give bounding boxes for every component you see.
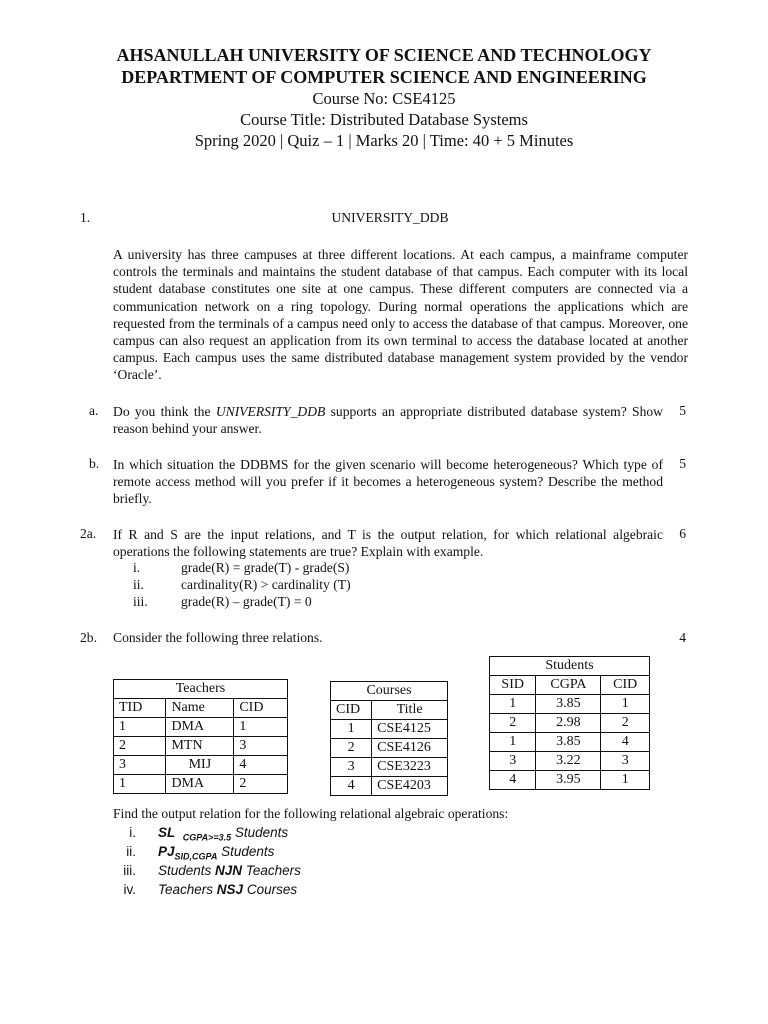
table-cell: 2 xyxy=(490,714,536,733)
table-cell: 3 xyxy=(234,737,288,756)
teachers-caption: Teachers xyxy=(114,680,288,699)
table-header-cell: CID xyxy=(601,676,650,695)
table-cell: 3.22 xyxy=(536,752,601,771)
op-number: iii. xyxy=(123,863,136,878)
q1a-marks: 5 xyxy=(679,403,686,418)
table-header-cell: Name xyxy=(166,699,234,718)
op-number: iv. xyxy=(123,882,136,897)
table-cell: DMA xyxy=(166,775,234,794)
table-cell: CSE3223 xyxy=(372,758,448,777)
table-cell: DMA xyxy=(166,718,234,737)
table-row xyxy=(331,777,448,796)
table-header-cell: Title xyxy=(372,701,448,720)
table-cell: 3 xyxy=(331,758,372,777)
q2a-item-num: i. xyxy=(133,560,141,575)
table-cell: 1 xyxy=(331,720,372,739)
table-cell: 1 xyxy=(490,695,536,714)
table-cell: 1 xyxy=(114,775,166,794)
courses-table xyxy=(330,681,448,796)
teachers-table xyxy=(113,679,288,794)
operation-item: Teachers NSJ Courses xyxy=(158,882,298,897)
q1b-label: b. xyxy=(89,456,100,471)
university-name: AHSANULLAH UNIVERSITY OF SCIENCE AND TECHNOLOGY xyxy=(116,45,652,65)
q1a-label: a. xyxy=(89,403,99,418)
department-name: DEPARTMENT OF COMPUTER SCIENCE AND ENGINEERING xyxy=(121,67,647,87)
table-row xyxy=(114,718,288,737)
q1-paragraph: A university has three campuses at three different locations. At each campus, a mainframe computer controls the terminals and maintains the student database of that campus. Each computer with its local student database constitutes one site at one campus. These different computers are connected via a communication network on a ring topology. During normal operations the applications which are requested from the terminals of a campus need only to access the database of that campus. Moreover, one campus can also request an application from its own terminal to access the database located at another campus. Each campus uses the same distributed database management system provided by the vendor ‘Oracle’. xyxy=(113,247,688,383)
table-header-cell: CID xyxy=(234,699,288,718)
table-row xyxy=(490,771,650,790)
q2a-item-text: grade(R) = grade(T) - grade(S) xyxy=(181,560,350,575)
table-row xyxy=(490,714,650,733)
q2a-text: If R and S are the input relations, and T is the output relation, for which relational algebraic operations the following statements are true? Explain with example. xyxy=(113,527,663,560)
operation-item: $PJ_{SID,CGPA}$ Students xyxy=(158,844,275,862)
q2a-item-text: cardinality(R) > cardinality (T) xyxy=(181,577,351,592)
students-table xyxy=(489,656,650,790)
op-number: ii. xyxy=(126,844,136,859)
table-cell: 4 xyxy=(331,777,372,796)
table-cell: 2 xyxy=(234,775,288,794)
table-cell: 1 xyxy=(234,718,288,737)
table-header-cell: CID xyxy=(331,701,372,720)
table-cell: MIJ xyxy=(166,756,234,775)
table-cell: 3.95 xyxy=(536,771,601,790)
table-row xyxy=(114,775,288,794)
table-cell: 2 xyxy=(331,739,372,758)
q1b-marks: 5 xyxy=(679,456,686,471)
table-cell: 3.85 xyxy=(536,695,601,714)
courses-caption: Courses xyxy=(331,682,448,701)
table-cell: 3 xyxy=(490,752,536,771)
find-instruction: Find the output relation for the following relational algebraic operations: xyxy=(113,806,509,821)
q2b-label: 2b. xyxy=(80,630,97,645)
q2a-item-num: ii. xyxy=(133,577,144,592)
table-row xyxy=(114,756,288,775)
table-cell: 3.85 xyxy=(536,733,601,752)
table-cell: CSE4125 xyxy=(372,720,448,739)
operation-item: Students NJN Teachers xyxy=(158,863,301,878)
table-cell: 1 xyxy=(114,718,166,737)
table-row xyxy=(114,737,288,756)
operation-item: SL $_{CGPA>=3.5}$ Students xyxy=(158,825,289,843)
q2a-item-text: grade(R) – grade(T) = 0 xyxy=(181,594,312,609)
q2b-text: Consider the following three relations. xyxy=(113,630,323,645)
table-row xyxy=(490,695,650,714)
q2b-marks: 4 xyxy=(679,630,686,645)
exam-info: Spring 2020 | Quiz – 1 | Marks 20 | Time: 40 + 5 Minutes xyxy=(194,131,574,150)
table-row xyxy=(331,758,448,777)
table-row xyxy=(490,752,650,771)
table-row xyxy=(490,733,650,752)
table-cell: 4 xyxy=(601,733,650,752)
q2a-item-num: iii. xyxy=(133,594,148,609)
table-cell: 1 xyxy=(601,695,650,714)
q1-title: UNIVERSITY_DDB xyxy=(331,210,449,225)
table-row xyxy=(331,739,448,758)
table-cell: MTN xyxy=(166,737,234,756)
table-cell: CSE4126 xyxy=(372,739,448,758)
table-header-cell: TID xyxy=(114,699,166,718)
q1-number: 1. xyxy=(80,210,91,225)
table-cell: 4 xyxy=(490,771,536,790)
table-cell: 3 xyxy=(114,756,166,775)
students-caption: Students xyxy=(490,657,650,676)
table-cell: CSE4203 xyxy=(372,777,448,796)
table-cell: 3 xyxy=(601,752,650,771)
table-row xyxy=(331,720,448,739)
table-cell: 2.98 xyxy=(536,714,601,733)
q2a-label: 2a. xyxy=(80,526,97,541)
course-title: Course Title: Distributed Database Systems xyxy=(240,110,528,129)
op-number: i. xyxy=(129,825,136,840)
table-cell: 1 xyxy=(490,733,536,752)
q1b-text: In which situation the DDBMS for the given scenario will become heterogeneous? Which type of remote access method will you prefer if it becomes a heterogeneous system? Describe the method briefly. xyxy=(113,457,663,507)
course-number: Course No: CSE4125 xyxy=(312,89,456,108)
table-header-cell: SID xyxy=(490,676,536,695)
table-cell: 4 xyxy=(234,756,288,775)
q2a-marks: 6 xyxy=(679,526,686,541)
q1a-text: Do you think the UNIVERSITY_DDB supports an appropriate distributed database system? Show reason behind your answer. xyxy=(113,404,664,437)
table-cell: 1 xyxy=(601,771,650,790)
table-header-cell: CGPA xyxy=(536,676,601,695)
table-cell: 2 xyxy=(601,714,650,733)
table-cell: 2 xyxy=(114,737,166,756)
